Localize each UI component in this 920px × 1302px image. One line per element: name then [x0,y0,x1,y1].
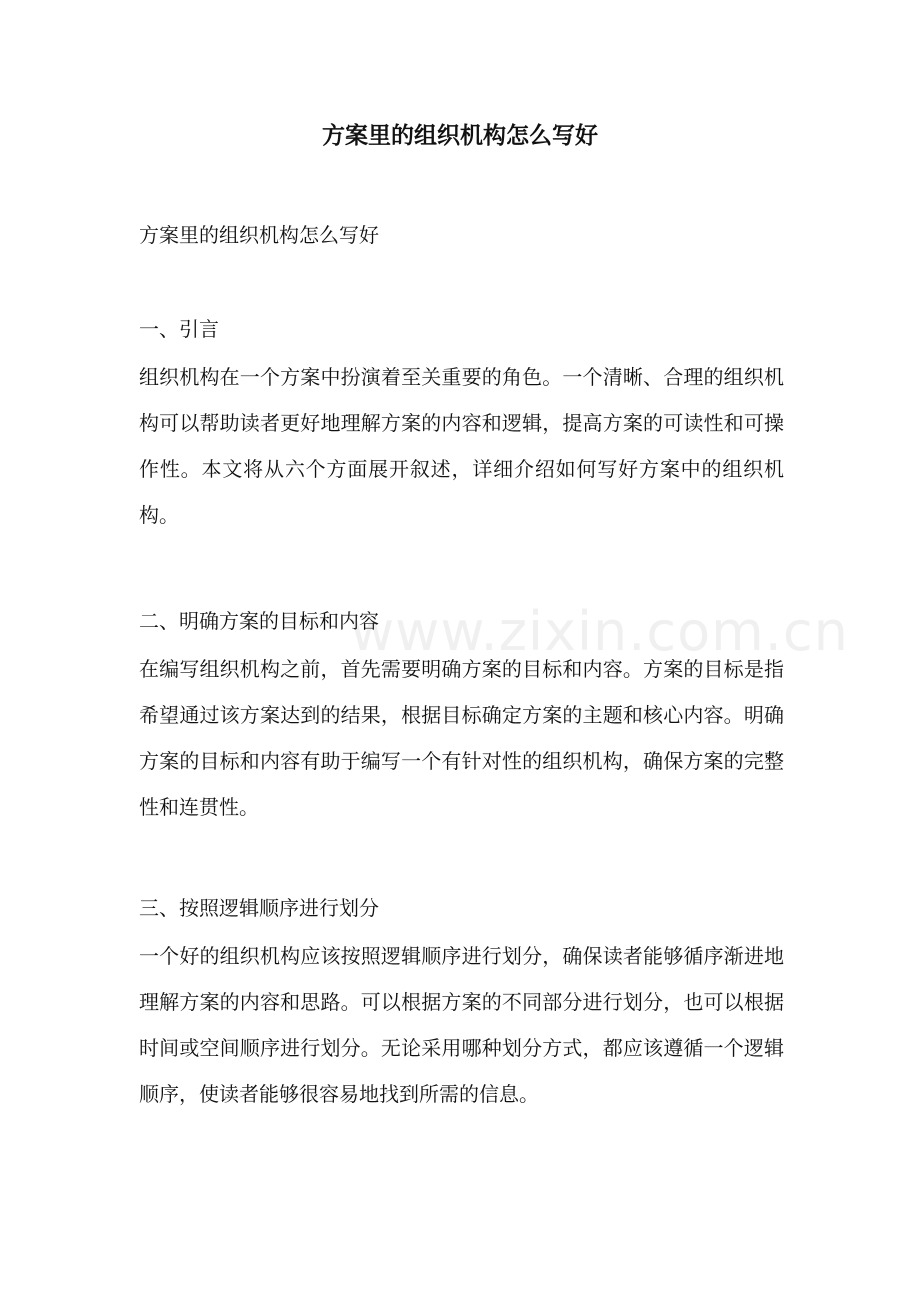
section-heading: 二、明确方案的目标和内容 [139,609,379,633]
section-introduction [139,312,784,538]
section-body: 在编写组织机构之前，首先需要明确方案的目标和内容。方案的目标是指希望通过该方案达到的结果，根据目标确定方案的主题和核心内容。明确方案的目标和内容有助于编写一个有针对性的组织机构，确保方案的完整性和连贯性。 [139,657,784,819]
section-body: 一个好的组织机构应该按照逻辑顺序进行划分，确保读者能够循序渐进地理解方案的内容和思路。可以根据方案的不同部分进行划分，也可以根据时间或空间顺序进行划分。无论采用哪种划分方式，都应该遵循一个逻辑顺序，使读者能够很容易地找到所需的信息。 [139,944,784,1106]
section-body: 组织机构在一个方案中扮演着至关重要的角色。一个清晰、合理的组织机构可以帮助读者更好地理解方案的内容和逻辑，提高方案的可读性和可操作性。本文将从六个方面展开叙述，详细介绍如何写好方案中的组织机构。 [139,365,784,527]
section-goals-and-content [139,604,784,830]
section-heading: 一、引言 [139,317,219,341]
document-subtitle: 方案里的组织机构怎么写好 [139,223,379,247]
document-title: 方案里的组织机构怎么写好 [322,122,598,149]
watermark: www.zixin.com.cn [350,600,849,663]
section-heading: 三、按照逻辑顺序进行划分 [139,896,379,920]
section-logical-order [139,891,784,1117]
